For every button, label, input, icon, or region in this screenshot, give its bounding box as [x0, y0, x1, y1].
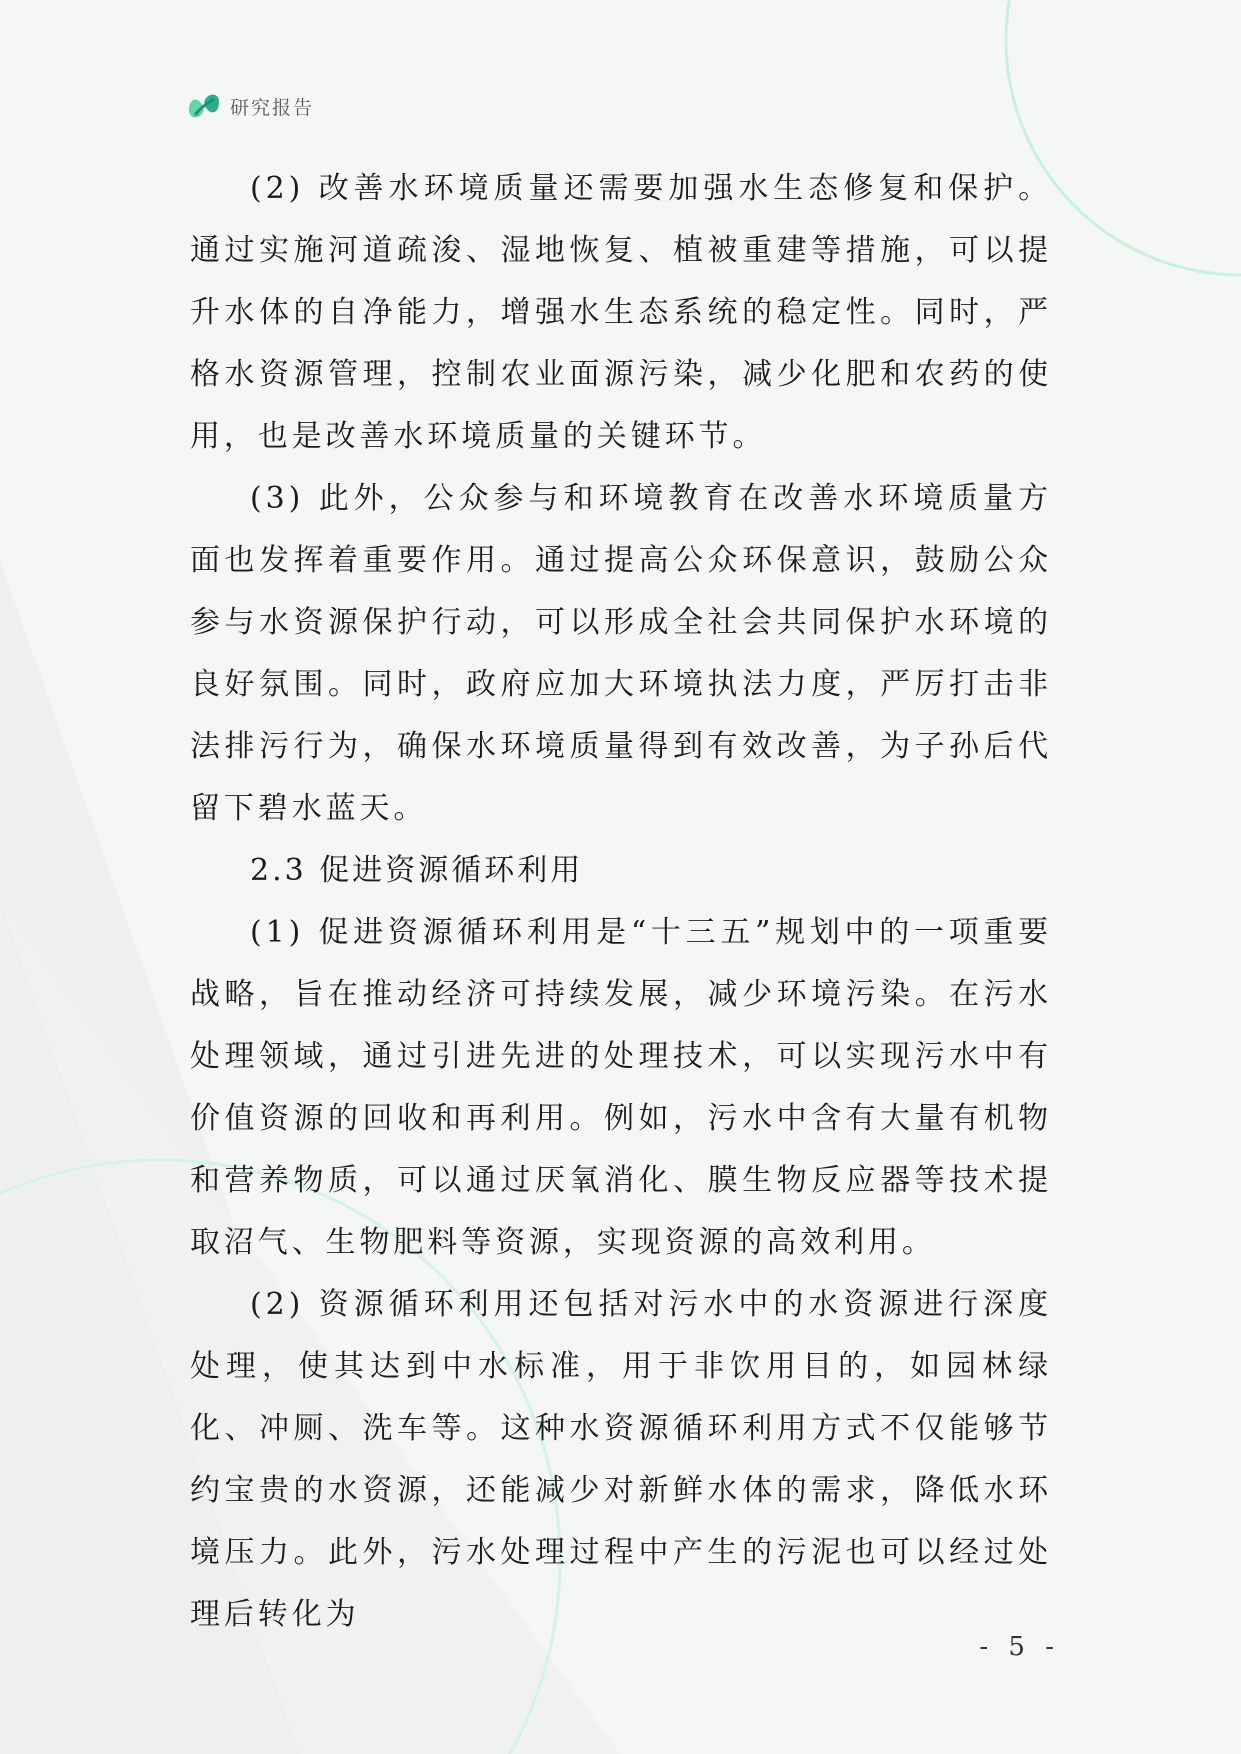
section-heading: 2.3 促进资源循环利用: [250, 853, 584, 888]
brand-logo-icon: [186, 90, 222, 122]
page-number: - 5 -: [979, 1632, 1060, 1662]
paragraph-public-participation: (3) 此外，公众参与和环境教育在改善水环境质量方面也发挥着重要作用。通过提高公众环保意识，鼓励公众参与水资源保护行动，可以形成全社会共同保护水环境的良好氛围。同时，政府应加大环境执法力度，严厉打击非法排污行为，确保水环境质量得到有效改善，为子孙后代留下碧水蓝天。: [190, 481, 1052, 826]
paragraph-water-reuse: (2) 资源循环利用还包括对污水中的水资源进行深度处理，使其达到中水标准，用于非饮用目的，如园林绿化、冲厕、洗车等。这种水资源循环利用方式不仅能够节约宝贵的水资源，还能减少对新鲜水体的需求，降低水环境压力。此外，污水处理过程中产生的污泥也可以经过处理后转化为: [190, 1287, 1052, 1632]
paragraph-resource-recycling-strategy: (1) 促进资源循环利用是“十三五”规划中的一项重要战略，旨在推动经济可持续发展，减少环境污染。在污水处理领域，通过引进先进的处理技术，可以实现污水中有价值资源的回收和再利用。例如，污水中含有大量有机物和营养物质，可以通过厌氧消化、膜生物反应器等技术提取沼气、生物肥料等资源，实现资源的高效利用。: [190, 915, 1052, 1260]
header-title: 研究报告: [230, 96, 315, 119]
page-header: [186, 88, 314, 124]
document-body: [190, 158, 1052, 1646]
paragraph-water-ecology-restoration: (2) 改善水环境质量还需要加强水生态修复和保护。通过实施河道疏浚、湿地恢复、植被重建等措施，可以提升水体的自净能力，增强水生态系统的稳定性。同时，严格水资源管理，控制农业面源污染，减少化肥和农药的使用，也是改善水环境质量的关键环节。: [190, 171, 1052, 454]
